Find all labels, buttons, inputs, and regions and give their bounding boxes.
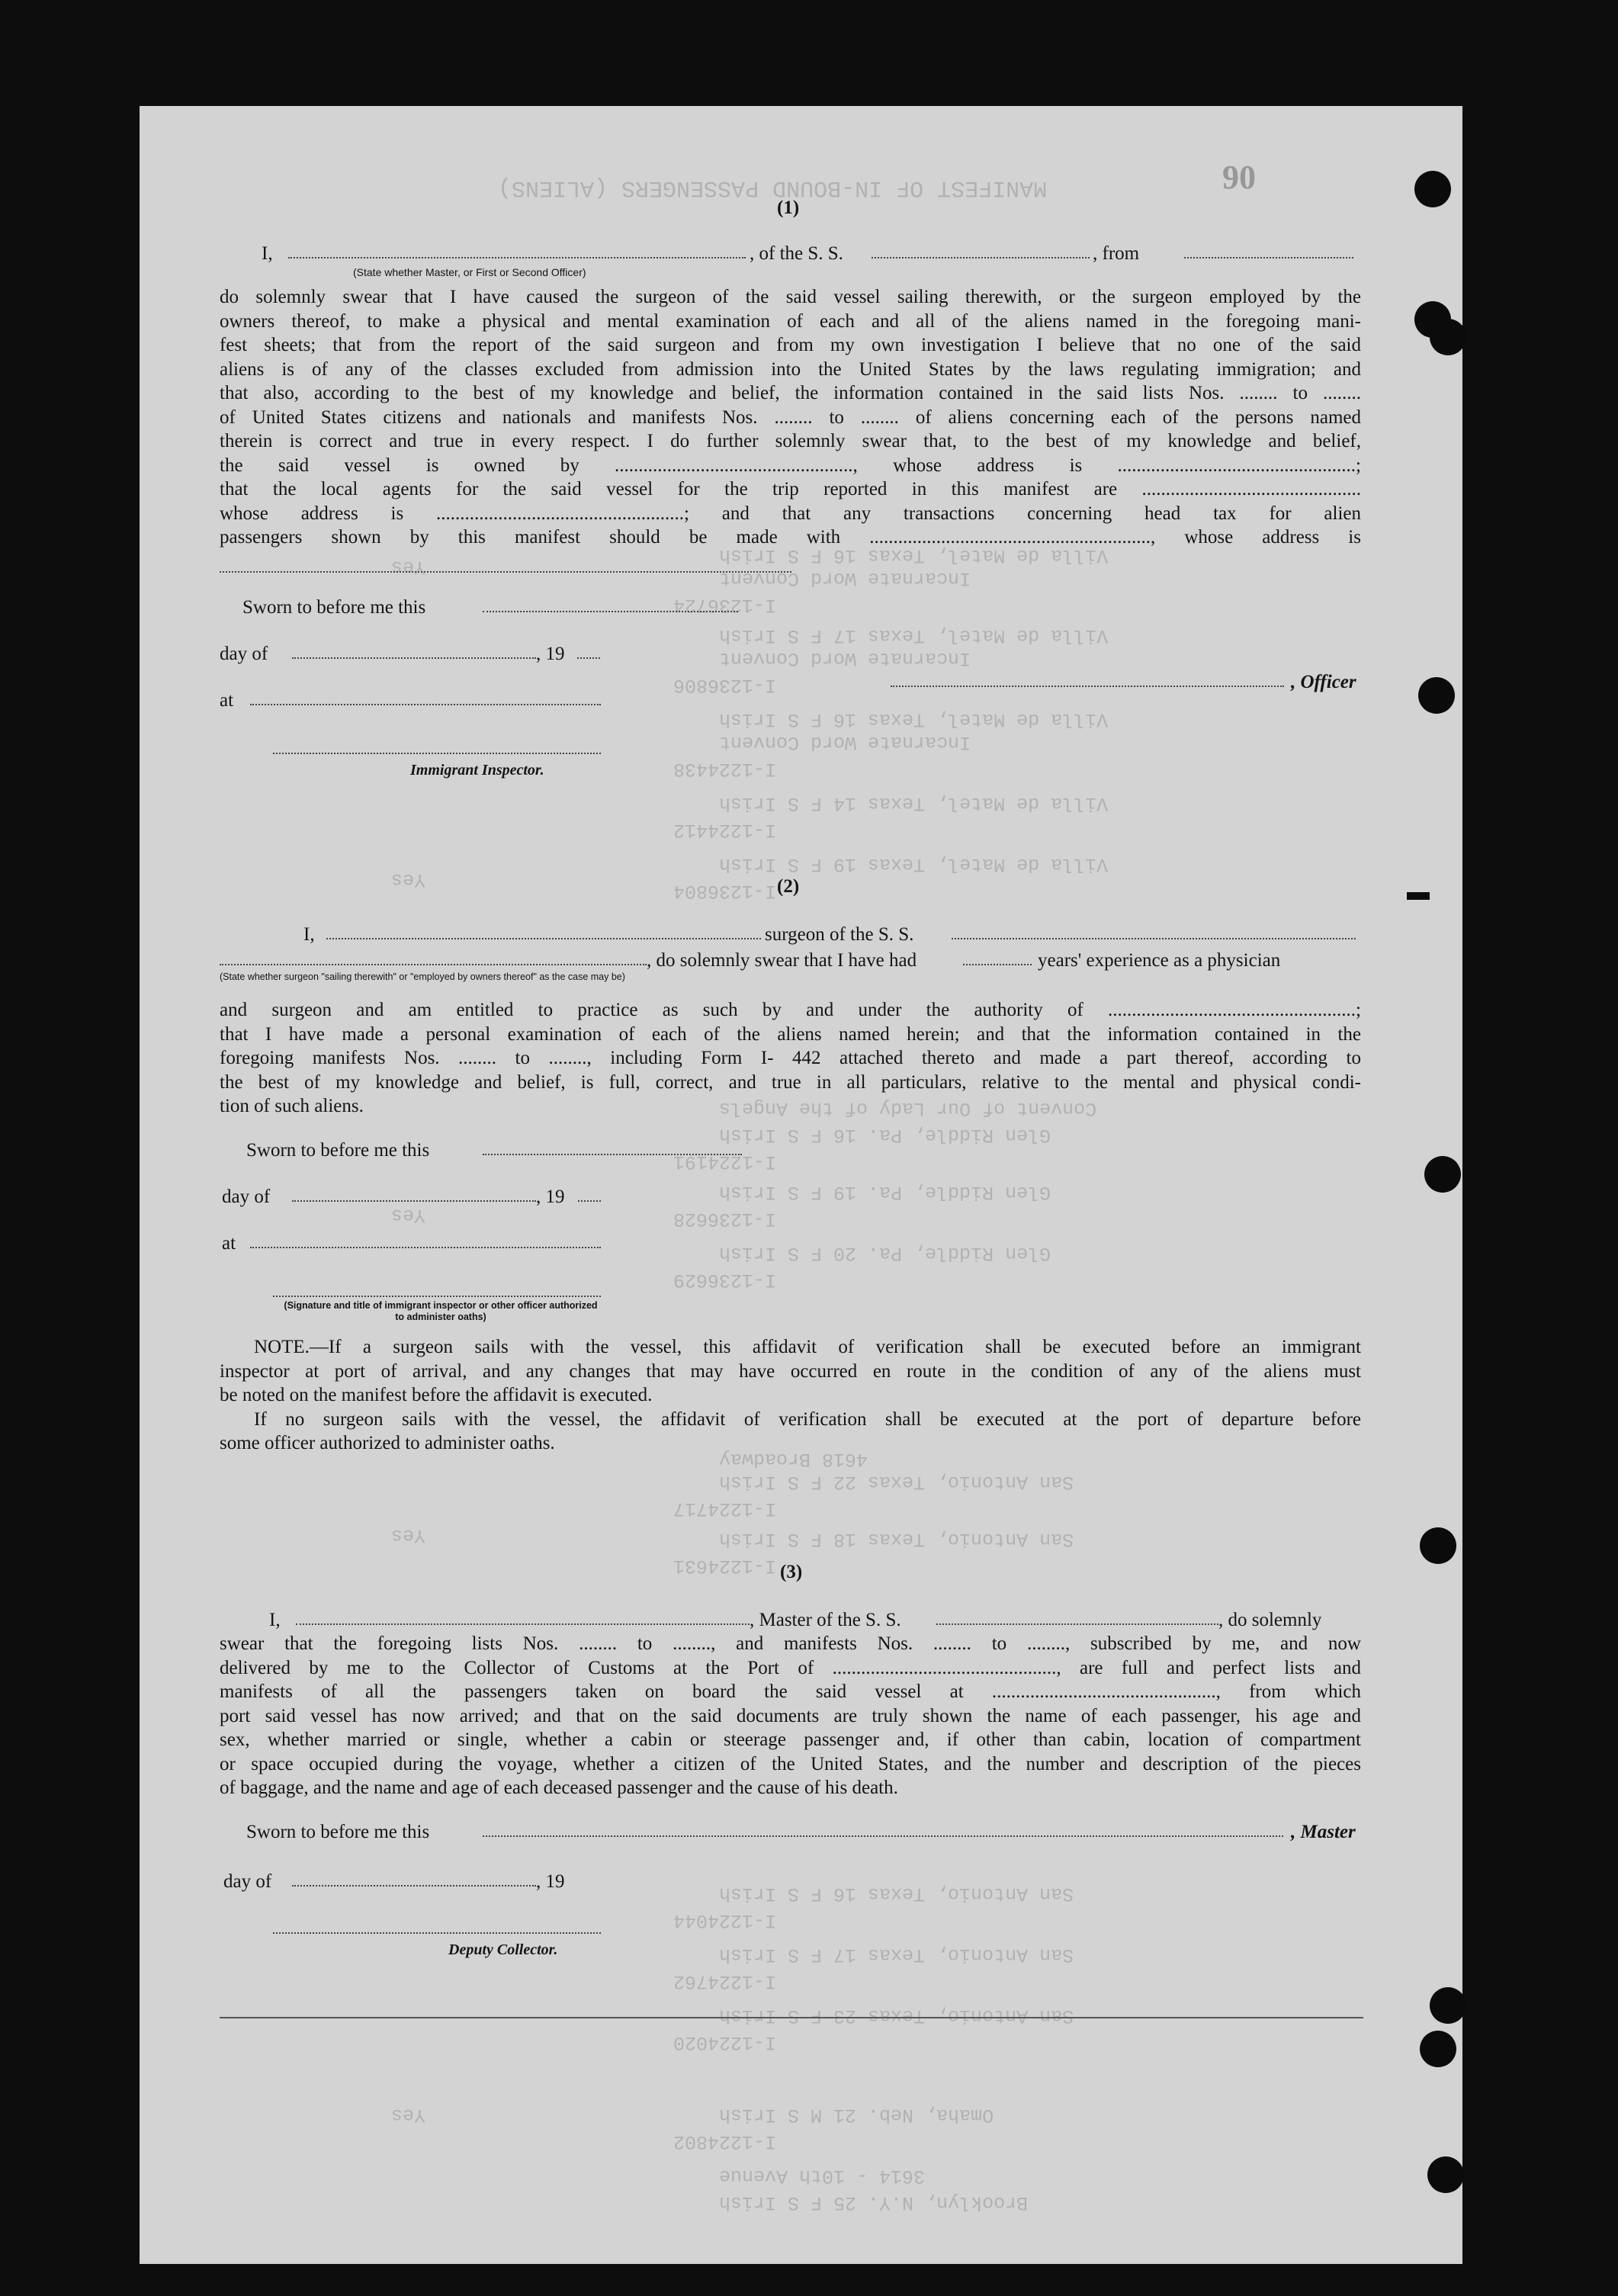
bleed-line: I-1224762 (673, 1970, 777, 1993)
sec2-sub-caption: (State whether surgeon "sailing therewith" or "employed by owners thereof" as the case may be) (220, 971, 625, 982)
sec1-at-label: at (220, 690, 234, 711)
bleed-line: 4618 Broadway (719, 1448, 868, 1470)
sec1-officer-name-field[interactable] (288, 257, 746, 259)
punch-hole (1420, 2031, 1456, 2067)
sec2-sworn-label: Sworn to before me this (246, 1140, 430, 1161)
bleed-line: Incarnate Word Convent (719, 647, 971, 670)
sec1-para-line: whose address is ....................................................; and that any transactions concerning head tax for alien (220, 503, 1361, 524)
punch-hole (1424, 1156, 1461, 1193)
bleed-line: San Antonio, Texas 17 F S Irish (719, 1944, 1074, 1966)
sec3-para-line: or space occupied during the voyage, whether a citizen of the United States, and the number and description of the pieces (220, 1753, 1361, 1774)
bleed-line: I-1224044 (673, 1909, 777, 1932)
sec1-day-of-label: day of (220, 644, 268, 664)
sec1-officer-label: , Officer (1291, 672, 1356, 692)
bleed-line: Villa de Matel, Texas 14 F S Irish (719, 792, 1109, 814)
sec2-swear-label: , do solemnly swear that I have had (647, 950, 917, 971)
bleed-line: I-1224631 (673, 1555, 777, 1577)
sec1-oath-paragraph (220, 285, 1361, 550)
punch-hole (1414, 171, 1451, 207)
bleed-line: I-1224717 (673, 1498, 777, 1520)
sec1-year-field[interactable] (577, 657, 600, 659)
bleed-line: I-1224412 (673, 819, 777, 841)
sec3-i-label: I, (269, 1610, 281, 1630)
note-line: be noted on the manifest before the affidavit is executed. (220, 1385, 653, 1405)
sec1-sub-caption: (State whether Master, or First or Second Officer) (353, 266, 586, 278)
bleed-line: Glen Riddle, Pa. 19 F S Irish (719, 1181, 1051, 1203)
punch-hole (1427, 2156, 1464, 2193)
sec1-sworn-label: Sworn to before me this (242, 597, 426, 618)
sec1-para-line: passengers shown by this manifest should be made with ..........................................................., whose address is (220, 527, 1361, 548)
sec3-master-signature-label: , Master (1291, 1822, 1356, 1842)
bleed-line: San Antonio, Texas 18 F S Irish (719, 1528, 1074, 1550)
bleed-yes: Yes (391, 1204, 426, 1226)
sec2-year-field[interactable] (578, 1200, 601, 1202)
sec2-para-line: tion of such aliens. (220, 1096, 364, 1116)
bleed-line: Villa de Matel, Texas 16 F S Irish (719, 708, 1109, 731)
sec2-para-line: foregoing manifests Nos. ........ to ........, including Form I- 442 attached thereto and made a part thereof, according to (220, 1048, 1361, 1068)
bleed-line: I-1236724 (673, 594, 777, 616)
bleed-line: Brooklyn, N.Y. 25 F S Irish (719, 2192, 1029, 2214)
section-2-heading: (2) (777, 876, 800, 897)
bleed-line: Incarnate Word Convent (719, 731, 971, 753)
sec2-day-of-label: day of (222, 1187, 271, 1207)
sec2-para-line: and surgeon and am entitled to practice as such by and under the authority of ....................................................; (220, 1000, 1361, 1020)
sec2-oath-paragraph (220, 998, 1361, 1119)
sec2-vessel-name-field[interactable] (952, 938, 1356, 939)
bleed-yes: Yes (391, 2104, 426, 2126)
sec3-para-line: port said vessel has now arrived; and that on the said documents are truly shown the name of each passenger, his age and (220, 1705, 1361, 1726)
bleed-line: Omaha, Neb. 21 M S Irish (719, 2104, 994, 2126)
note-line: inspector at port of arrival, and any changes that may have occurred en route in the condition of any of the aliens must (220, 1360, 1361, 1382)
manifest-page (140, 106, 1462, 2264)
sec1-month-field[interactable] (292, 657, 536, 659)
sec2-i-label: I, (303, 924, 315, 945)
bleed-line: San Antonio, Texas 16 F S Irish (719, 1883, 1074, 1905)
sec1-from-label: , from (1093, 243, 1140, 264)
sec1-para-line: therein is correct and true in every respect. I do further solemnly swear that, to the best of my knowledge and belief, (220, 431, 1361, 451)
sec2-para-line: the best of my knowledge and belief, is full, correct, and true in all particulars, relative to the mental and physical condi- (220, 1071, 1361, 1093)
sec3-collector-signature-field[interactable] (273, 1932, 601, 1934)
sec1-para-line: aliens is of any of the classes excluded from admission into the United States by the laws regulating immigration; and (220, 358, 1361, 380)
bleed-line: Glen Riddle, Pa. 16 F S Irish (719, 1124, 1051, 1146)
note-paragraph (220, 1335, 1361, 1456)
note-line: some officer authorized to administer oaths. (220, 1433, 555, 1453)
bleed-line: I-1236806 (673, 674, 777, 696)
sec3-para-line: swear that the foregoing lists Nos. ........ to ........, and manifests Nos. ........ to ........, subscribed by me, and now (220, 1633, 1361, 1654)
sec3-oath-paragraph (220, 1632, 1361, 1800)
bleed-line: Villa de Matel, Texas 19 F S Irish (719, 853, 1109, 875)
sec1-inspector-caption: Immigrant Inspector. (410, 762, 544, 779)
sec3-day-of-label: day of (223, 1871, 272, 1892)
sec1-para-line: do solemnly swear that I have caused the surgeon of the said vessel sailing therewith, or the surgeon employed by the (220, 287, 1361, 307)
bleed-line: I-1224191 (673, 1151, 777, 1173)
sec2-at-label: at (222, 1233, 236, 1254)
bleed-line: Convent of Our Lady of the Angels (719, 1097, 1097, 1119)
punch-hole (1418, 677, 1455, 714)
sec2-surgeon-name-field[interactable] (326, 938, 761, 939)
sec3-month-field[interactable] (292, 1885, 536, 1887)
sec3-para-line: manifests of all the passengers taken on board the said vessel at ..............................................., from which (220, 1681, 1361, 1702)
bleed-line: I-1236629 (673, 1269, 777, 1291)
sec1-para-line: of United States citizens and nationals and manifests Nos. ........ to ........ of aliens concerning each of the persons named (220, 406, 1361, 428)
sec2-years-field[interactable] (963, 964, 1032, 965)
sec2-sig-caption: (Signature and title of immigrant inspector or other officer authorized to administer oaths) (284, 1300, 598, 1322)
punch-hole (1430, 1987, 1466, 2024)
section-1-heading: (1) (777, 197, 800, 218)
sec2-sworn-day-field[interactable] (483, 1154, 742, 1155)
sec2-signature-field[interactable] (273, 1296, 601, 1297)
sec2-surgeon-status-field[interactable] (220, 964, 647, 965)
page-number-stamp: 90 (1222, 159, 1256, 196)
punch-hole (1420, 1527, 1456, 1564)
bleed-line: Villa de Matel, Texas 17 F S Irish (719, 625, 1109, 647)
bleed-yes: Yes (391, 1524, 426, 1546)
bleed-line: Incarnate Word Convent (719, 567, 971, 589)
sec2-surgeon-label: surgeon of the S. S. (765, 924, 914, 945)
sec3-sworn-day-field[interactable] (483, 1835, 1283, 1837)
bleed-yes: Yes (391, 556, 426, 578)
bleed-line: San Antonio, Texas 23 F S Irish (719, 2005, 1074, 2027)
sec1-para-line: owners thereof, to make a physical and mental examination of each and all of the aliens named in the foregoing mani- (220, 310, 1361, 332)
sec1-head-tax-address-field[interactable] (220, 571, 791, 573)
sec3-para-line: sex, whether married or single, whether a cabin or steerage passenger and, if other than cabin, location of compartment (220, 1729, 1361, 1750)
bleed-line: I-1236804 (673, 880, 777, 902)
punch-hole (1430, 319, 1466, 355)
sec3-vessel-name-field[interactable] (936, 1623, 1218, 1625)
sec3-year-label: , 19 (536, 1871, 565, 1892)
section-3-heading: (3) (780, 1562, 803, 1582)
sec3-master-name-field[interactable] (296, 1623, 750, 1625)
sec1-para-line: that the local agents for the said vessel for the trip reported in this manifest are .............................................. (220, 479, 1361, 499)
sec1-sworn-day-field[interactable] (483, 611, 738, 612)
sec3-para-line: delivered by me to the Collector of Customs at the Port of ..............................................., are full and perfect lists and (220, 1657, 1361, 1678)
sec2-para-line: that I have made a personal examination of each of the aliens named herein; and that the information contained in the (220, 1023, 1361, 1045)
bottom-rule (220, 2017, 1363, 2018)
bleed-line: Glen Riddle, Pa. 20 F S Irish (719, 1242, 1051, 1264)
bleed-line: I-1224438 (673, 758, 777, 780)
sec3-para-line: of baggage, and the name and age of each deceased passenger and the cause of his death. (220, 1777, 898, 1798)
sec1-of-ss-label: , of the S. S. (750, 243, 843, 264)
bleed-line: Villa de Matel, Texas 16 F S Irish (719, 544, 1109, 567)
sec1-year-label: , 19 (536, 644, 565, 664)
sec3-master-label: , Master of the S. S. (750, 1610, 901, 1630)
sec3-collector-caption: Deputy Collector. (448, 1941, 558, 1958)
bleed-line: I-1224020 (673, 2031, 777, 2054)
sec1-inspector-signature-field[interactable] (273, 753, 601, 754)
punch-mark (1407, 892, 1430, 900)
sec1-at-place-field[interactable] (250, 704, 601, 705)
sec1-para-line: fest sheets; that from the report of the said surgeon and from my own investigation I believe that no one of the said (220, 335, 1361, 355)
bleed-line: I-1224802 (673, 2131, 777, 2153)
bleed-line: I-1236628 (673, 1208, 777, 1230)
sec1-officer-signature-field[interactable] (891, 686, 1284, 687)
bleed-line: 3614 - 10th Avenue (719, 2165, 926, 2187)
bleed-line: San Antonio, Texas 22 F S Irish (719, 1471, 1074, 1493)
sec1-para-line: that also, according to the best of my knowledge and belief, the information contained in the said lists Nos. ........ to ........ (220, 383, 1361, 403)
sec2-at-place-field[interactable] (250, 1247, 601, 1248)
bleed-heading: MANIFEST OF IN-BOUND PASSENGERS (ALIENS) (498, 175, 1048, 201)
note-line: If no surgeon sails with the vessel, the affidavit of verification shall be executed at the port of departure before (254, 1408, 1361, 1430)
sec1-i-label: I, (262, 243, 273, 264)
sec3-sworn-label: Sworn to before me this (246, 1822, 430, 1842)
bleed-yes: Yes (391, 869, 426, 891)
sec2-year-label: , 19 (536, 1187, 565, 1207)
sec3-solemnly-label: , do solemnly (1218, 1610, 1322, 1630)
sec2-years-label: years' experience as a physician (1038, 950, 1281, 971)
sec1-vessel-name-field[interactable] (872, 257, 1090, 259)
sec1-from-port-field[interactable] (1184, 257, 1353, 259)
note-line: NOTE.—If a surgeon sails with the vessel, this affidavit of verification shall be executed before an immigrant (254, 1337, 1361, 1357)
sec1-para-line: the said vessel is owned by .................................................., whose address is ..................................................; (220, 454, 1361, 476)
sec2-month-field[interactable] (292, 1200, 536, 1202)
